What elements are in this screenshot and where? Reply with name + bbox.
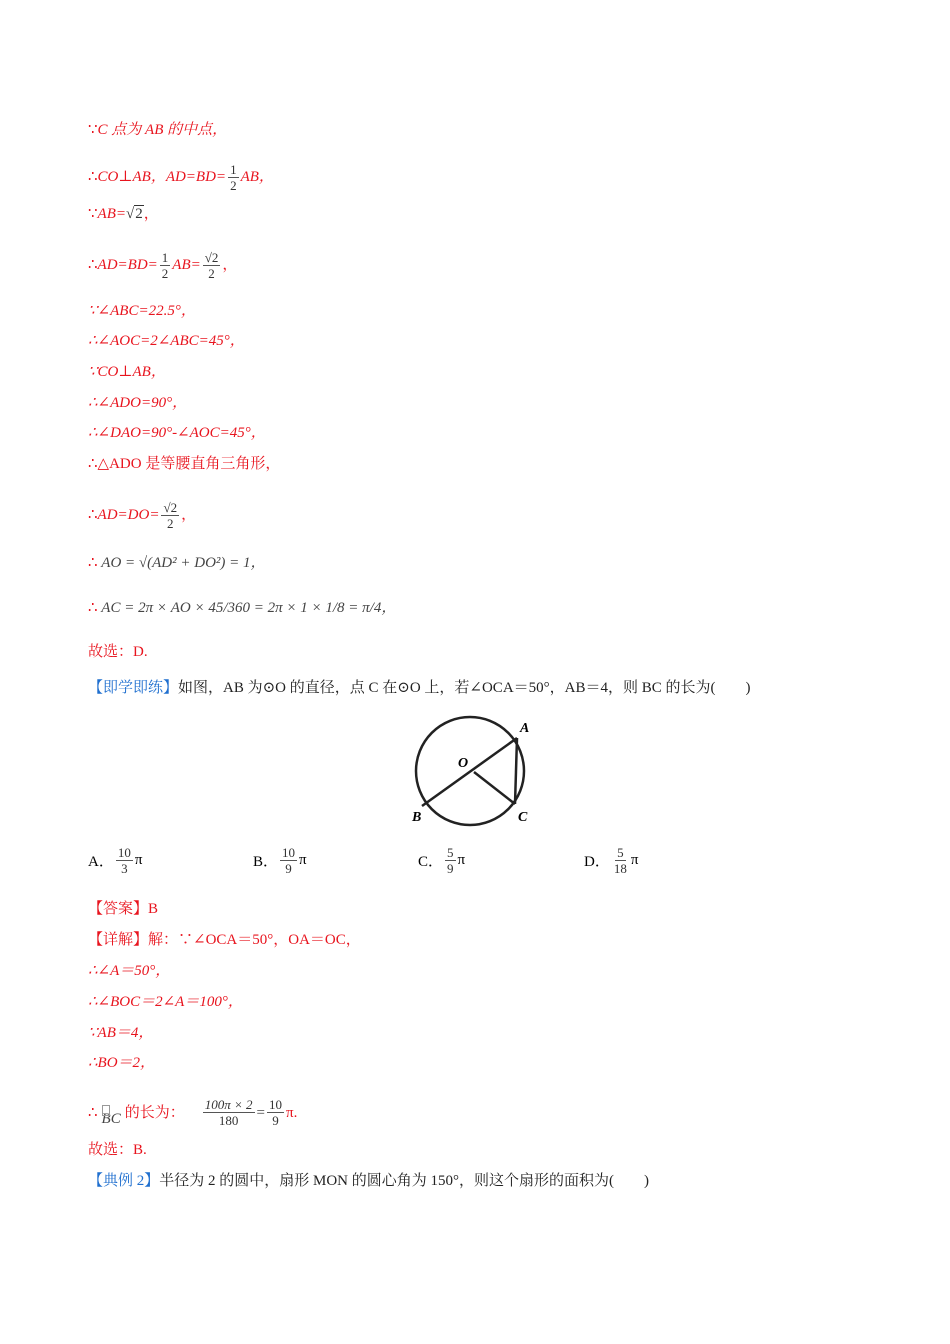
- choice-d[interactable]: [584, 845, 638, 876]
- solution-text: ，: [222, 256, 238, 273]
- detail-line-1: [88, 930, 361, 950]
- therefore-symbol: ∴: [88, 256, 98, 273]
- denominator: 9: [285, 861, 292, 876]
- choice-label: A．: [88, 854, 114, 870]
- question-text: 半径为 2 的圆中，扇形 MON 的圆心角为 150°，则这个扇形的面积为( ): [159, 1173, 650, 1189]
- therefore-symbol: ∴: [88, 395, 98, 411]
- therefore-symbol: ∴: [88, 425, 98, 441]
- solution-line-8: [88, 393, 187, 413]
- numerator: 10: [269, 1097, 282, 1112]
- solution-line-3: [88, 204, 159, 224]
- radicand: 2: [135, 206, 143, 222]
- question-text: 如图，AB 为⊙O 的直径，点 C 在⊙O 上，若∠OCA＝50°，AB＝4，则 BC 的长为( ): [178, 680, 751, 696]
- solution-text: CO⊥AB，AD=BD=: [97, 168, 227, 185]
- solution-line-7: [88, 362, 166, 382]
- answer-line-1: 故选：D.: [88, 644, 148, 660]
- numerator: 1: [230, 162, 237, 177]
- arc-label: 的长为：: [124, 1104, 185, 1121]
- numerator: 1: [161, 250, 169, 265]
- solution-text: AB=: [97, 206, 126, 222]
- numerator: 10: [117, 845, 131, 860]
- because-symbol: ∵: [88, 206, 98, 222]
- example2-question: [88, 1171, 649, 1191]
- solution-text: ∠ABC=22.5°，: [97, 303, 196, 319]
- choice-b[interactable]: [253, 845, 307, 876]
- denominator: 180: [218, 1113, 239, 1128]
- solution-text: CO⊥AB，: [97, 364, 166, 380]
- circle-diagram: [410, 715, 540, 830]
- therefore-symbol: ∴: [88, 333, 98, 349]
- choice-label: D．: [584, 854, 610, 870]
- arc-bc: BC: [101, 1110, 121, 1127]
- arc-length-line: [88, 1097, 297, 1128]
- circle-figure: [410, 715, 540, 835]
- denominator: 9: [272, 1113, 279, 1128]
- detail-line-4: ∵AB＝4，: [88, 1025, 154, 1041]
- denominator: 2: [167, 516, 174, 531]
- solution-line-9: [88, 423, 266, 443]
- pi-symbol: π: [457, 852, 466, 868]
- therefore-symbol: ∴: [88, 506, 98, 523]
- fraction: [280, 845, 297, 876]
- pi-symbol: π: [299, 852, 307, 868]
- detail-line-5: ∴BO＝2，: [88, 1055, 156, 1071]
- svg-text:B: B: [412, 810, 422, 825]
- exercise-question: [88, 678, 751, 698]
- denominator: 18: [613, 861, 627, 876]
- choice-c[interactable]: [418, 845, 465, 876]
- therefore-symbol: ∴: [88, 456, 98, 472]
- fraction: [203, 250, 221, 281]
- fraction: [228, 162, 239, 193]
- choice-label: C．: [418, 854, 444, 870]
- because-symbol: ∵: [88, 303, 98, 319]
- detail-text: 解：∵∠OCA＝50°，OA＝OC，: [148, 932, 361, 948]
- denominator: 2: [161, 266, 169, 281]
- pi-symbol: π: [134, 852, 143, 868]
- solution-text: AD=DO=: [97, 506, 160, 523]
- fraction: [203, 1097, 255, 1128]
- solution-text: ，: [143, 206, 159, 222]
- fraction: [612, 845, 629, 876]
- fraction: [160, 250, 171, 281]
- example-tag: 【典例 2】: [88, 1173, 160, 1189]
- denominator: 3: [121, 861, 128, 876]
- svg-text:A: A: [520, 721, 530, 736]
- solution-text: AB，: [240, 168, 274, 185]
- svg-text:O: O: [458, 756, 469, 771]
- math-formula: AC = 2π × AO × 45/360 = 2π × 1 × 1/8 = π/4，: [101, 600, 397, 616]
- denominator: 2: [230, 178, 237, 193]
- sqrt: √2: [126, 206, 143, 222]
- svg-text:C: C: [518, 810, 528, 825]
- answer-value: B: [148, 901, 159, 917]
- solution-text: ∠DAO=90°-∠AOC=45°，: [97, 425, 266, 441]
- denominator: 2: [208, 266, 215, 281]
- solution-line-12: [88, 553, 266, 573]
- because-symbol: ∵: [88, 364, 98, 380]
- final-answer: 故选：B.: [88, 1142, 147, 1158]
- fraction: [267, 1097, 284, 1128]
- answer-line: [88, 899, 158, 919]
- solution-line-11: [88, 500, 196, 531]
- solution-text: ∠AOC=2∠ABC=45°，: [97, 333, 245, 349]
- solution-text: AB=: [172, 256, 201, 273]
- pi-symbol: π.: [286, 1104, 298, 1121]
- fraction: [116, 845, 133, 876]
- solution-line-6: [88, 331, 245, 351]
- therefore-symbol: ∴: [88, 168, 98, 185]
- numerator: √2: [204, 250, 219, 265]
- solution-text: △ADO 是等腰直角三角形，: [97, 456, 281, 472]
- solution-line-2: [88, 162, 274, 193]
- numerator: 10: [282, 845, 296, 860]
- solution-text: C 点为 AB 的中点，: [97, 122, 228, 138]
- numerator: 5: [447, 845, 454, 860]
- exercise-tag: 【即学即练】: [88, 680, 179, 696]
- numerator: 5: [617, 845, 624, 860]
- because-symbol: ∵: [88, 122, 98, 138]
- solution-text: ，: [181, 506, 197, 523]
- math-formula: AO = √(AD² + DO²) = 1，: [101, 555, 266, 571]
- solution-line-13: [88, 598, 396, 618]
- equals: =: [256, 1104, 265, 1121]
- choice-label: B．: [253, 854, 279, 870]
- choice-a[interactable]: [88, 845, 142, 876]
- detail-line-3: ∴∠BOC＝2∠A＝100°，: [88, 994, 243, 1010]
- solution-text: AD=BD=: [97, 256, 158, 273]
- solution-text: ∠ADO=90°，: [97, 395, 188, 411]
- fraction: [445, 845, 456, 876]
- fraction: [161, 500, 179, 531]
- solution-line-5: [88, 301, 196, 321]
- numerator: 100π × 2: [204, 1097, 253, 1112]
- solution-line-10: [88, 454, 280, 474]
- detail-tag: 【详解】: [88, 932, 149, 948]
- therefore-symbol: ∴: [88, 1104, 98, 1121]
- denominator: 9: [447, 861, 454, 876]
- therefore-symbol: ∴: [88, 555, 98, 571]
- solution-line-1: [88, 120, 227, 140]
- pi-symbol: π: [630, 852, 639, 868]
- numerator: √2: [163, 500, 178, 515]
- solution-line-4: [88, 250, 237, 281]
- answer-tag: 【答案】: [88, 901, 149, 917]
- therefore-symbol: ∴: [88, 600, 98, 616]
- detail-line-2: ∴∠A＝50°，: [88, 963, 171, 979]
